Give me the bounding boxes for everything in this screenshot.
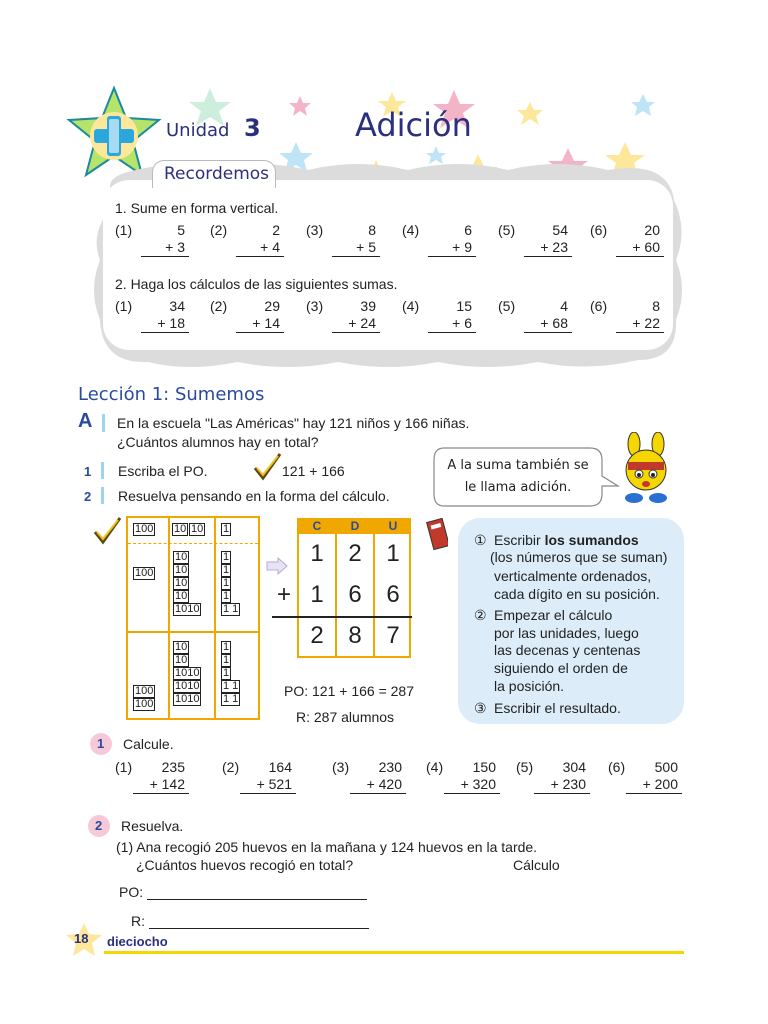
addend-top: 29	[264, 298, 280, 314]
sum-line	[272, 616, 412, 618]
a-divider	[102, 414, 105, 432]
check-mark-icon	[252, 452, 282, 482]
addend-top: 6	[464, 222, 472, 238]
addend-top: 20	[644, 222, 660, 238]
block-one: 1	[223, 590, 230, 602]
block-ten: 1010	[175, 693, 200, 705]
item-number: (4)	[426, 759, 444, 775]
addend-bottom: + 230	[550, 776, 586, 792]
block-ten: 1010	[175, 680, 200, 692]
check-mark-icon-2	[92, 516, 122, 546]
block-one: 1	[223, 667, 230, 679]
answer-line[interactable]	[133, 793, 189, 794]
exercise2-line2: ¿Cuántos huevos recogió en total?	[136, 857, 354, 873]
addend-top: 34	[169, 298, 185, 314]
answer-line[interactable]	[616, 256, 664, 257]
block-hundred: 100	[135, 523, 154, 535]
page-title: Adición	[355, 106, 472, 144]
addend-top: 164	[268, 759, 292, 775]
unit-label: Unidad	[166, 120, 230, 141]
procedure-step2-c: las decenas y centenas	[494, 642, 641, 658]
procedure-step2-d: siguiendo el orden de	[494, 660, 628, 676]
exercise2-calc-label: Cálculo	[513, 857, 560, 873]
step1-number: 1	[84, 464, 92, 479]
exercise2-number: 2	[95, 818, 103, 833]
addend-bottom: + 14	[252, 315, 280, 331]
addend-top: 54	[552, 222, 568, 238]
plus-sign: +	[276, 581, 291, 608]
lesson-title: Lección 1: Sumemos	[78, 384, 265, 405]
star-icon	[517, 102, 543, 125]
answer-line[interactable]	[444, 793, 500, 794]
block-one: 1	[223, 564, 230, 576]
review-q2: 2. Haga los cálculos de las siguientes sumas.	[115, 276, 398, 292]
addend-top: 8	[652, 298, 660, 314]
review-q1: 1. Sume en forma vertical.	[115, 200, 279, 216]
addend-bottom: + 5	[356, 239, 376, 255]
block-hundred: 100	[135, 567, 154, 579]
second-digit-c: 1	[310, 581, 324, 608]
block-ten: 10	[174, 523, 187, 535]
answer-line[interactable]	[332, 332, 380, 333]
addend-top: 15	[456, 298, 472, 314]
result-digit-c: 2	[310, 622, 324, 649]
item-number: (2)	[210, 298, 228, 314]
step2-divider	[101, 487, 104, 504]
page-number: 18	[74, 931, 89, 946]
addend-top: 4	[560, 298, 568, 314]
answer-line[interactable]	[240, 793, 296, 794]
footer-rule	[104, 951, 684, 954]
step2-number: 2	[84, 489, 92, 504]
answer-line[interactable]	[141, 256, 189, 257]
step-marker-2: ②	[474, 607, 487, 623]
bubble-line2: le llama adición.	[464, 480, 572, 495]
top-digit-d: 2	[348, 540, 362, 567]
speech-bubble	[432, 446, 622, 508]
answer-line[interactable]	[428, 332, 476, 333]
block-ten: 10	[175, 654, 188, 666]
section-a-label: A	[78, 410, 93, 432]
block-ten: 10	[175, 564, 188, 576]
addend-bottom: + 3	[165, 239, 185, 255]
block-one: 1	[223, 551, 230, 563]
item-number: (2)	[222, 759, 240, 775]
block-one: 1 1	[223, 603, 239, 615]
block-ten: 10	[191, 523, 204, 535]
item-number: (3)	[306, 298, 324, 314]
star-icon	[631, 94, 655, 116]
addend-bottom: + 68	[540, 315, 568, 331]
procedure-step1: Escribir los sumandos	[494, 532, 639, 548]
answer-line[interactable]	[141, 332, 189, 333]
item-number: (5)	[498, 222, 516, 238]
cdu-header-d: D	[337, 518, 373, 534]
answer-line[interactable]	[236, 332, 284, 333]
item-number: (1)	[115, 222, 133, 238]
result-digit-u: 7	[386, 622, 400, 649]
addend-bottom: + 142	[149, 776, 185, 792]
r-answer-row	[131, 913, 369, 929]
item-number: (1)	[115, 298, 133, 314]
step-marker-3: ③	[474, 700, 487, 716]
block-one: 1	[223, 577, 230, 589]
top-digit-u: 1	[386, 540, 400, 567]
addend-bottom: + 320	[460, 776, 496, 792]
item-number: (3)	[306, 222, 324, 238]
exercise1-number: 1	[97, 736, 105, 751]
procedure-step1-d: cada dígito en su posición.	[494, 586, 660, 602]
r-answer-line[interactable]	[149, 915, 369, 929]
blocks-divider-v1	[168, 518, 170, 718]
addend-bottom: + 6	[452, 315, 472, 331]
addend-top: 500	[654, 759, 678, 775]
item-number: (3)	[332, 759, 350, 775]
addend-top: 39	[360, 298, 376, 314]
addend-bottom: + 9	[452, 239, 472, 255]
procedure-step3: Escribir el resultado.	[494, 700, 621, 716]
block-ten: 10	[175, 641, 188, 653]
addend-bottom: + 60	[632, 239, 660, 255]
block-ten: 1010	[175, 667, 200, 679]
item-number: (6)	[608, 759, 626, 775]
addend-bottom: + 24	[348, 315, 376, 331]
r-result: R: 287 alumnos	[296, 709, 395, 725]
addend-bottom: + 521	[256, 776, 292, 792]
arrow-right-icon	[266, 557, 288, 575]
block-one: 1	[223, 654, 230, 666]
step1-divider	[101, 462, 104, 479]
bubble-line1: A la suma también se	[447, 458, 589, 473]
answer-line[interactable]	[236, 256, 284, 257]
problem-line1: En la escuela "Las Américas" hay 121 niños y 166 niñas.	[117, 415, 470, 431]
answer-line[interactable]	[534, 793, 590, 794]
item-number: (2)	[210, 222, 228, 238]
addend-top: 235	[161, 759, 185, 775]
result-digit-d: 8	[348, 622, 362, 649]
answer-line[interactable]	[524, 332, 572, 333]
addend-bottom: + 420	[366, 776, 402, 792]
procedure-step1-c: verticalmente ordenados,	[494, 568, 652, 584]
addend-top: 8	[368, 222, 376, 238]
addend-bottom: + 22	[632, 315, 660, 331]
procedure-step2-e: la posición.	[494, 678, 565, 694]
answer-line[interactable]	[616, 332, 664, 333]
block-ten: 10	[175, 577, 188, 589]
step2-text: Resuelva pensando en la forma del cálculo.	[118, 488, 390, 504]
addend-bottom: + 23	[540, 239, 568, 255]
po-answer-row	[119, 884, 367, 900]
recordemos-label: Recordemos	[164, 164, 270, 184]
procedure-step1-b: (los números que se suman)	[490, 549, 668, 565]
star-icon	[289, 96, 311, 116]
step-marker-1: ①	[474, 532, 487, 548]
addend-top: 230	[378, 759, 402, 775]
exercise2-line1: (1) Ana recogió 205 huevos en la mañana y 124 huevos en la tarde.	[116, 839, 538, 855]
addend-top: 150	[472, 759, 496, 775]
cdu-header-c: C	[299, 518, 335, 534]
procedure-step2-b: por las unidades, luego	[494, 625, 639, 641]
answer-line[interactable]	[332, 256, 380, 257]
block-one: 1	[223, 641, 230, 653]
blocks-divider-v2	[214, 518, 216, 718]
po-answer-line[interactable]	[147, 886, 367, 900]
blocks-divider-h	[128, 631, 258, 633]
exercise2-title: Resuelva.	[121, 818, 184, 834]
top-digit-c: 1	[310, 540, 324, 567]
item-number: (1)	[115, 759, 133, 775]
item-number: (5)	[498, 298, 516, 314]
block-one: 1 1	[223, 680, 239, 692]
addend-top: 304	[562, 759, 586, 775]
unit-number: 3	[244, 114, 261, 142]
blocks-divider-dashed	[128, 543, 258, 544]
block-ten: 10	[175, 590, 188, 602]
answer-line[interactable]	[428, 256, 476, 257]
addend-bottom: + 4	[260, 239, 280, 255]
po-result: PO: 121 + 166 = 287	[284, 683, 414, 699]
second-digit-d: 6	[348, 581, 362, 608]
addend-bottom: + 18	[157, 315, 185, 331]
item-number: (4)	[402, 222, 420, 238]
step1-text: Escriba el PO.	[118, 463, 208, 479]
answer-line[interactable]	[626, 793, 682, 794]
item-number: (5)	[516, 759, 534, 775]
problem-line2: ¿Cuántos alumnos hay en total?	[117, 434, 319, 450]
book-icon	[426, 518, 448, 550]
addend-bottom: + 200	[642, 776, 678, 792]
procedure-step2-a: Empezar el cálculo	[494, 607, 613, 623]
r-label: R:	[131, 913, 145, 929]
block-one: 1 1	[223, 693, 239, 705]
exercise1-title: Calcule.	[123, 736, 174, 752]
mascot-icon	[614, 432, 682, 506]
page-word: dieciocho	[107, 934, 168, 949]
answer-line[interactable]	[350, 793, 406, 794]
addend-top: 2	[272, 222, 280, 238]
po-label: PO:	[119, 884, 144, 900]
block-hundred: 100	[135, 698, 154, 710]
answer-line[interactable]	[524, 256, 572, 257]
second-digit-u: 6	[386, 581, 400, 608]
block-hundred: 100	[135, 685, 154, 697]
item-number: (4)	[402, 298, 420, 314]
cdu-header-u: U	[375, 518, 411, 534]
block-ten: 10	[175, 551, 188, 563]
cdu-frame-bottom	[297, 656, 411, 658]
item-number: (6)	[590, 298, 608, 314]
block-one: 1	[223, 523, 230, 535]
step1-expression: 121 + 166	[282, 463, 345, 479]
item-number: (6)	[590, 222, 608, 238]
addend-top: 5	[177, 222, 185, 238]
block-ten: 1010	[175, 603, 200, 615]
